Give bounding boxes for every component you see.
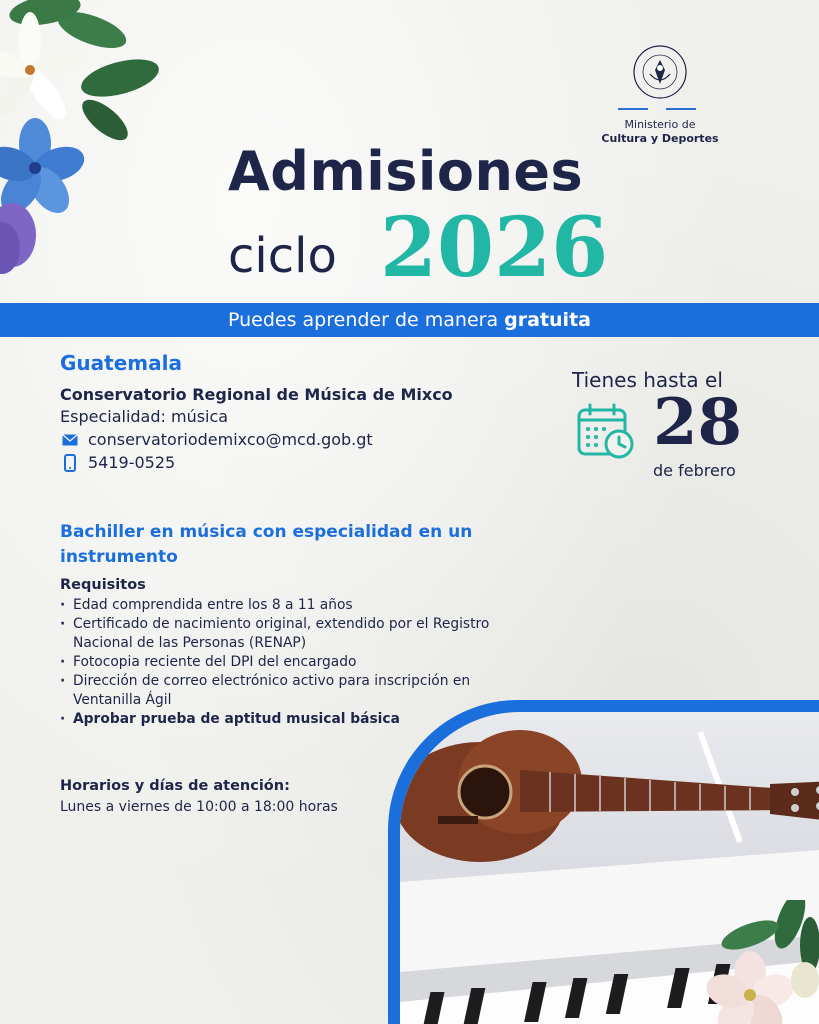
email-row	[60, 430, 373, 449]
requirements-list	[58, 596, 498, 729]
institution-name: Conservatorio Regional de Música de Mixco	[60, 385, 453, 404]
requirement-item: · Fotocopia reciente del DPI del encargado	[58, 653, 498, 672]
city-name: Guatemala	[60, 351, 182, 375]
banner-text: Puedes aprender de manera	[228, 309, 499, 331]
free-banner	[0, 303, 819, 337]
program-title: Bachiller en música con especialidad en un instrumento	[60, 522, 473, 567]
deadline-month: de febrero	[653, 461, 736, 480]
schedule-text: Lunes a viernes de 10:00 a 18:00 horas	[60, 799, 338, 815]
specialty: Especialidad: música	[60, 407, 229, 426]
requirement-item: · Certificado de nacimiento original, extendido por el Registro Nacional de las Personas (RENAP)	[58, 615, 498, 653]
calendar-clock-icon	[576, 402, 636, 462]
deadline-prefix: Tienes hasta el	[572, 368, 723, 392]
ministry-logo	[600, 44, 720, 144]
cycle-year: 2026	[380, 200, 609, 296]
ministry-line2: Cultura y Deportes	[601, 132, 719, 145]
guatemala-seal-icon	[632, 44, 688, 100]
phone-icon	[60, 454, 80, 472]
requirement-item: · Edad comprendida entre los 8 a 11 años	[58, 596, 498, 615]
phone-number[interactable]: 5419-0525	[88, 453, 176, 472]
page-title: Admisiones	[228, 140, 584, 203]
email-link[interactable]: conservatoriodemixco@mcd.gob.gt	[88, 430, 373, 449]
cycle-label: ciclo	[228, 228, 337, 284]
deadline-day: 28	[653, 385, 743, 460]
flowers-decoration	[680, 900, 819, 1024]
schedule-title: Horarios y días de atención:	[60, 778, 290, 794]
requirement-item: · Dirección de correo electrónico activo para inscripción en Ventanilla Ágil	[58, 672, 498, 710]
flowers-decoration	[0, 0, 170, 280]
phone-row	[60, 453, 175, 472]
requirement-item: · Aprobar prueba de aptitud musical básica	[58, 710, 498, 729]
ministry-line1: Ministerio de	[624, 118, 696, 131]
mail-icon	[60, 431, 80, 449]
banner-emphasis: gratuita	[504, 309, 591, 331]
requirements-title: Requisitos	[60, 577, 146, 593]
